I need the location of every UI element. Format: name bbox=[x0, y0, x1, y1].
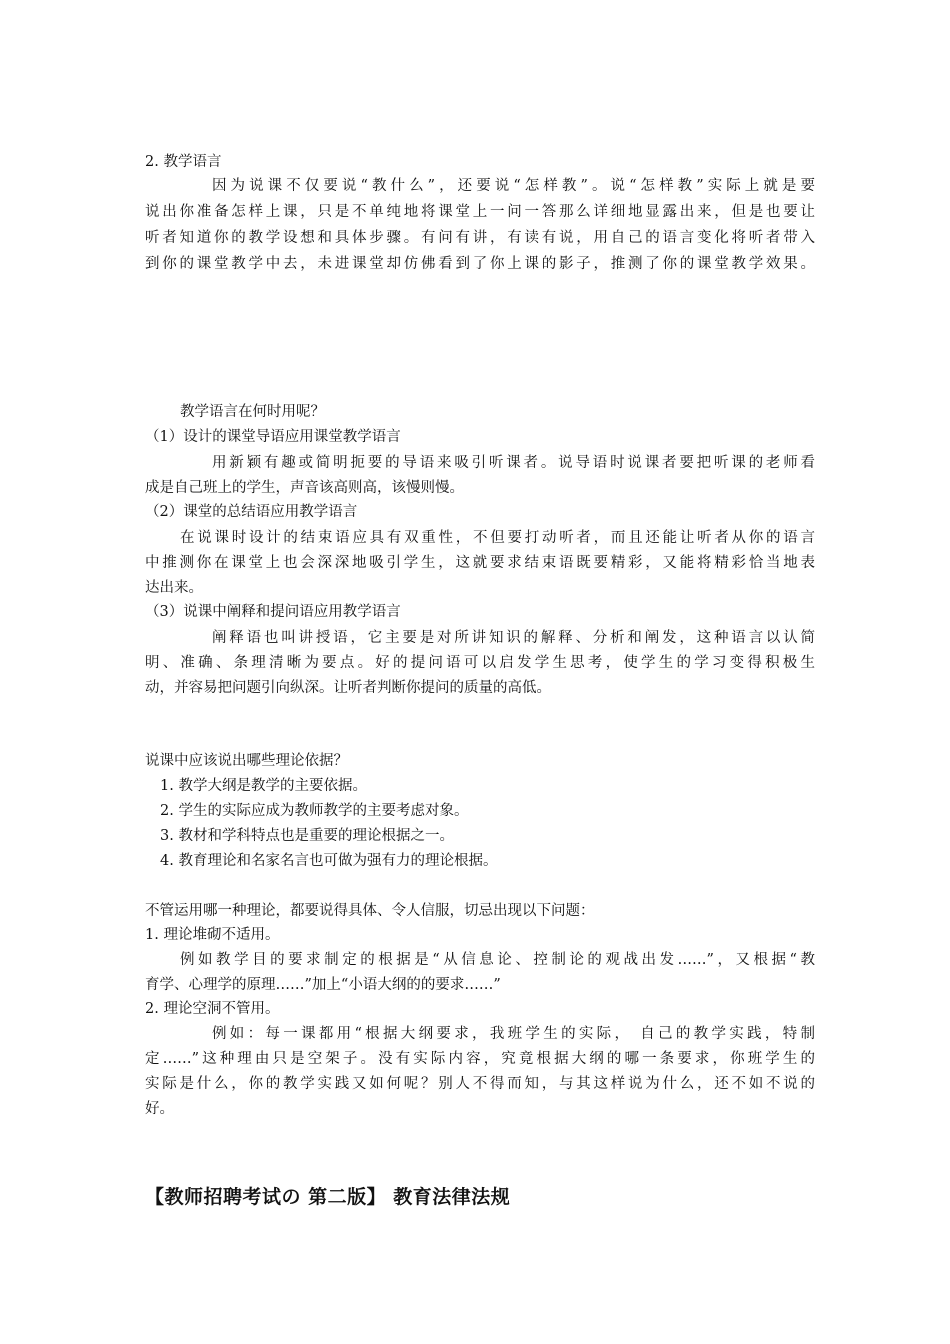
paragraph-line: 用新颖有趣或简明扼要的导语来吸引听课者。说导语时说课者要把听课的老师看 bbox=[212, 455, 815, 471]
paragraph-line: 育学、心理学的原理……”加上“小语大纲的的要求……” bbox=[145, 977, 501, 993]
paragraph-line: 例如教学目的要求制定的根据是“从信息论、控制论的观战出发……”，又根据“教 bbox=[180, 952, 815, 968]
paragraph-line: 因为说课不仅要说“教什么”，还要说“怎样教”。说“怎样教”实际上就是要 bbox=[212, 178, 815, 194]
question-when: 教学语言在何时用呢？ bbox=[180, 404, 325, 420]
paragraph-line: 例如：每一课都用“根据大纲要求，我班学生的实际， 自己的教学实践，特制 bbox=[212, 1026, 815, 1042]
section-title: 【教师招聘考试の 第二版】 教育法律法规 bbox=[145, 1186, 511, 1208]
paragraph-line: 达出来。 bbox=[145, 580, 203, 596]
problem-heading: 2. 理论空洞不管用。 bbox=[145, 1001, 280, 1017]
paragraph-line: 在说课时设计的结束语应具有双重性，不但要打动听者，而且还能让听者从你的语言 bbox=[180, 530, 815, 546]
list-item-heading: （2）课堂的总结语应用教学语言 bbox=[145, 504, 358, 520]
paragraph-line: 定……”这种理由只是空架子。没有实际内容，究竟根据大纲的哪一条要求，你班学生的 bbox=[145, 1051, 815, 1067]
list-item-heading: （1）设计的课堂导语应用课堂教学语言 bbox=[145, 429, 401, 445]
paragraph-line: 中推测你在课堂上也会深深地吸引学生，这就要求结束语既要精彩，又能将精彩恰当地表 bbox=[145, 555, 815, 571]
paragraph-line: 到你的课堂教学中去，未进课堂却仿佛看到了你上课的影子，推测了你的课堂教学效果。 bbox=[145, 256, 815, 272]
list-item: 2. 学生的实际应成为教师教学的主要考虑对象。 bbox=[160, 803, 469, 819]
paragraph-line: 成是自己班上的学生，声音该高则高，该慢则慢。 bbox=[145, 480, 464, 496]
problem-heading: 1. 理论堆砌不适用。 bbox=[145, 927, 280, 943]
section-heading-teaching-language: 2. 教学语言 bbox=[145, 154, 222, 170]
paragraph-line: 动，并容易把问题引向纵深。让听者判断你提问的质量的高低。 bbox=[145, 680, 551, 696]
question-theory: 说课中应该说出哪些理论依据？ bbox=[145, 753, 348, 769]
list-item: 1. 教学大纲是教学的主要依据。 bbox=[160, 778, 367, 794]
problems-intro: 不管运用哪一种理论，都要说得具体、令人信服，切忌出现以下问题： bbox=[145, 903, 595, 919]
list-item: 3. 教材和学科特点也是重要的理论根据之一。 bbox=[160, 828, 454, 844]
paragraph-line: 说出你准备怎样上课，只是不单纯地将课堂上一问一答那么详细地显露出来，但是也要让 bbox=[145, 204, 815, 220]
list-item-heading: （3）说课中阐释和提问语应用教学语言 bbox=[145, 604, 401, 620]
paragraph-line: 实际是什么，你的教学实践又如何呢？别人不得而知，与其这样说为什么，还不如不说的 bbox=[145, 1076, 815, 1092]
paragraph-line: 听者知道你的教学设想和具体步骤。有问有讲，有读有说，用自己的语言变化将听者带入 bbox=[145, 230, 815, 246]
list-item: 4. 教育理论和名家名言也可做为强有力的理论根据。 bbox=[160, 853, 498, 869]
paragraph-line: 好。 bbox=[145, 1101, 174, 1117]
paragraph-line: 明、准确、条理清晰为要点。好的提问语可以启发学生思考，使学生的学习变得积极生 bbox=[145, 655, 815, 671]
paragraph-line: 阐释语也叫讲授语，它主要是对所讲知识的解释、分析和阐发，这种语言以认简 bbox=[212, 630, 815, 646]
